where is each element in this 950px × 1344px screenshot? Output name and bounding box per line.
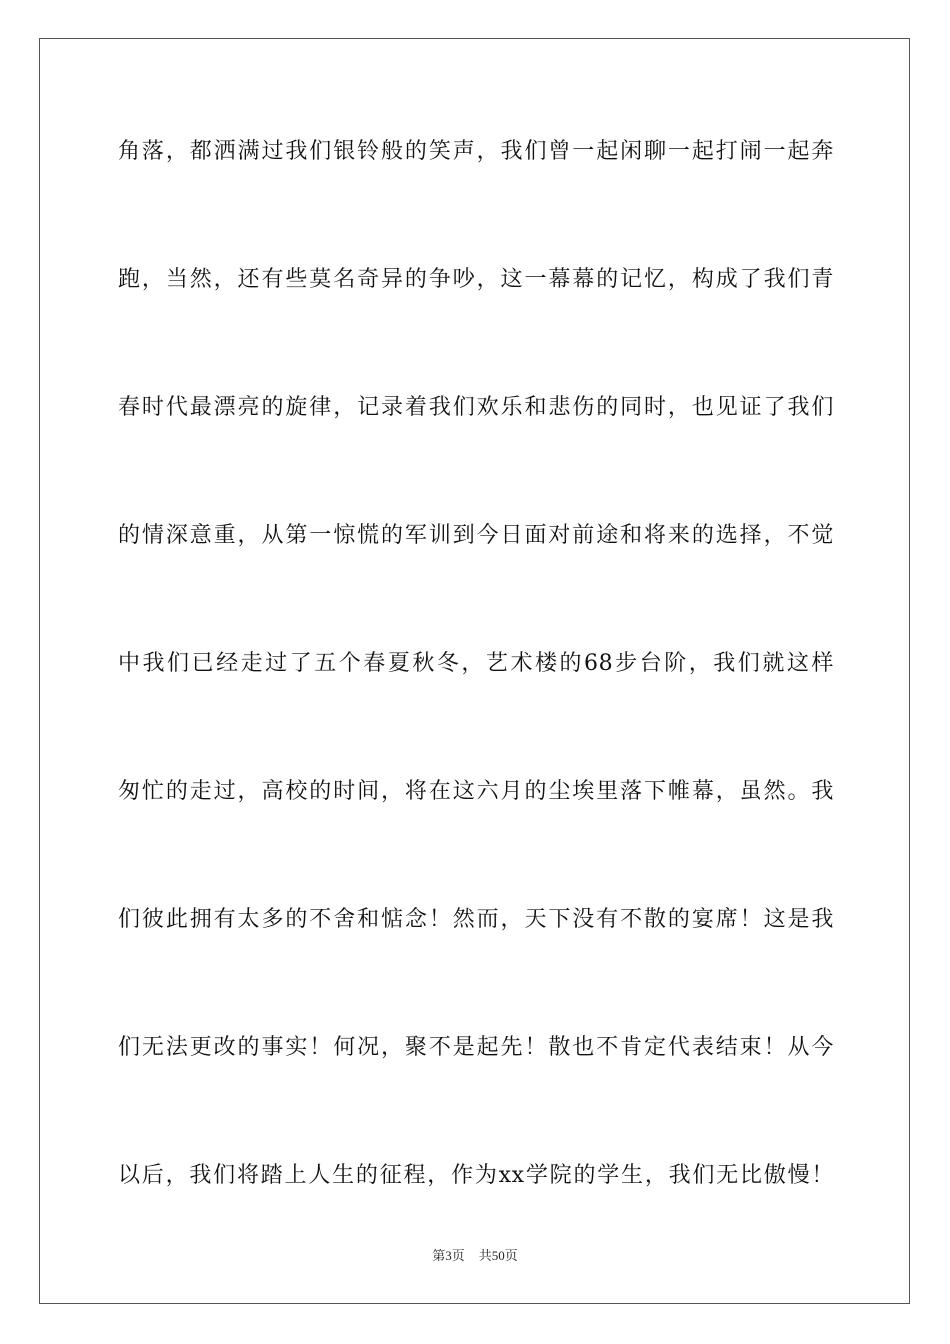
- text-line: 跑，当然，还有些莫名奇异的争吵，这一幕幕的记忆，构成了我们青: [118, 267, 834, 292]
- page-number: 第3页: [432, 1248, 465, 1263]
- text-line: 们无法更改的事实！何况，聚不是起先！散也不肯定代表结束！从今: [118, 1035, 834, 1060]
- text-line: 的情深意重，从第一惊慌的军训到今日面对前途和将来的选择，不觉: [118, 523, 834, 548]
- body-text: [118, 130, 834, 1282]
- page-footer: [0, 1245, 950, 1264]
- text-line: 们彼此拥有太多的不舍和惦念！然而，天下没有不散的宴席！这是我: [118, 907, 834, 932]
- text-line: 匆忙的走过，高校的时间，将在这六月的尘埃里落下帷幕，虽然。我: [118, 779, 834, 804]
- text-line: 中我们已经走过了五个春夏秋冬，艺术楼的68步台阶，我们就这样: [118, 651, 834, 676]
- page-total: 共50页: [478, 1248, 518, 1263]
- text-line: 春时代最漂亮的旋律，记录着我们欢乐和悲伤的同时，也见证了我们: [118, 395, 834, 420]
- text-line: 以后，我们将踏上人生的征程，作为xx学院的学生，我们无比傲慢！: [118, 1163, 834, 1188]
- text-line: 角落，都洒满过我们银铃般的笑声，我们曾一起闲聊一起打闹一起奔: [118, 139, 834, 164]
